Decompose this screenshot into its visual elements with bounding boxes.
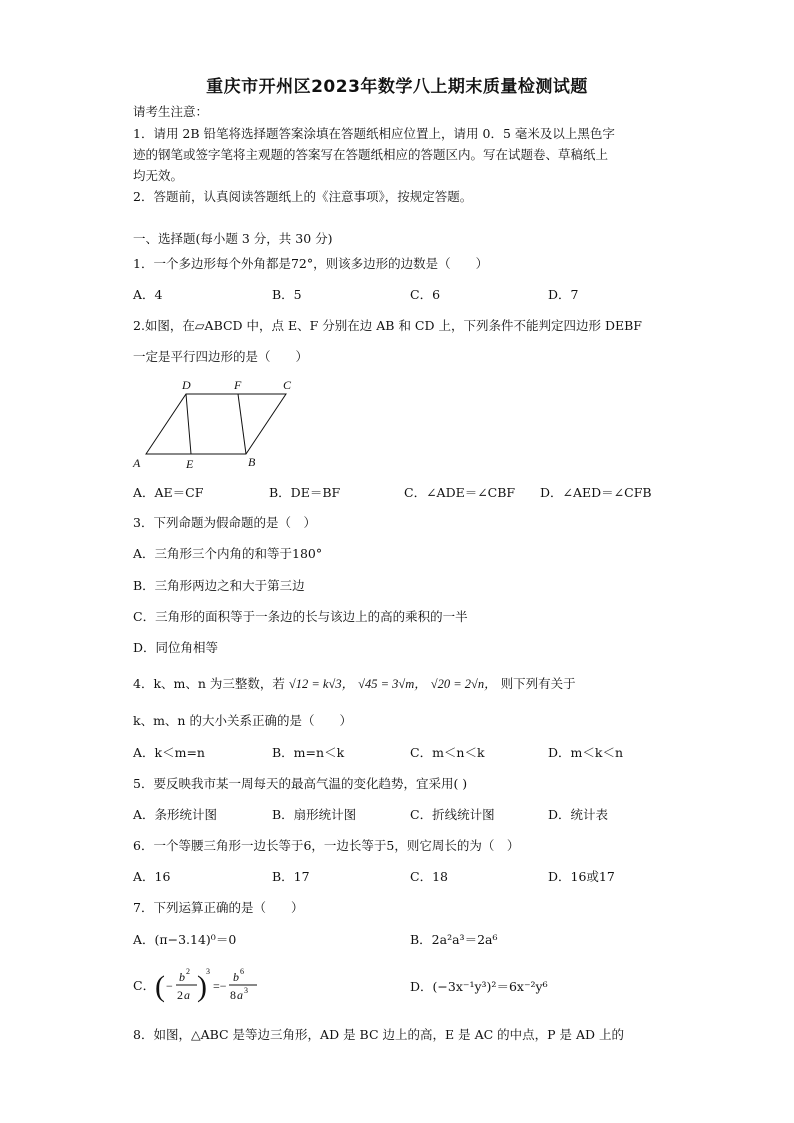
notice-line: 均无效。 — [133, 168, 184, 183]
q6-option-c: C．18 — [410, 869, 448, 884]
q2-option-d: D．∠AED＝∠CFB — [540, 485, 652, 500]
label-c: C — [283, 378, 292, 392]
svg-text:−: − — [166, 979, 173, 993]
q7-option-a: A．(π−3.14)⁰＝0 — [133, 932, 237, 947]
q3-option-b: B．三角形两边之和大于第三边 — [133, 578, 305, 593]
question-2-stem: 一定是平行四边形的是（ ） — [133, 349, 309, 364]
q1-option-b: B．5 — [272, 287, 302, 302]
page-title: 重庆市开州区2023年数学八上期末质量检测试题 — [206, 77, 588, 97]
q5-option-d: D．统计表 — [548, 807, 609, 822]
q6-option-d: D．16或17 — [548, 869, 615, 884]
svg-text:8: 8 — [230, 988, 236, 1002]
q3-option-d: D．同位角相等 — [133, 640, 219, 655]
question-8-stem: 8．如图，△ABC 是等边三角形，AD 是 BC 边上的高，E 是 AC 的中点，P 是 AD 上的 — [133, 1027, 625, 1042]
q1-option-d: D．7 — [548, 287, 579, 302]
q4-eq1: √12 = k√3， — [288, 677, 355, 691]
q4-eq3: √20 = 2√n， — [430, 677, 497, 691]
svg-text:2: 2 — [177, 988, 183, 1002]
q1-option-c: C．6 — [410, 287, 441, 302]
svg-text:=−: =− — [213, 979, 227, 993]
question-2-stem: 2.如图，在▱ABCD 中，点 E、F 分别在边 AB 和 CD 上，下列条件不能判定四边形 DEBF — [133, 318, 642, 333]
svg-text:3: 3 — [206, 967, 210, 976]
svg-text:C．: C． — [133, 978, 156, 993]
q3-option-c: C．三角形的面积等于一条边的长与该边上的高的乘积的一半 — [133, 609, 468, 624]
svg-text:6: 6 — [240, 967, 244, 976]
q6-option-a: A．16 — [133, 869, 171, 884]
q5-option-c: C．折线统计图 — [410, 807, 495, 822]
notice-line: 迹的钢笔或签字笔将主观题的答案写在答题纸相应的答题区内。写在试题卷、草稿纸上 — [133, 147, 609, 162]
q4-option-c: C．m＜n＜k — [410, 745, 485, 760]
section-heading: 一、选择题(每小题 3 分，共 30 分) — [133, 231, 333, 246]
svg-text:b: b — [233, 970, 239, 984]
q7-option-c-formula — [133, 960, 283, 1010]
notice-heading: 请考生注意： — [133, 104, 209, 119]
label-e: E — [186, 457, 194, 471]
q1-option-a: A．4 — [133, 287, 163, 302]
q2-option-c: C．∠ADE＝∠CBF — [404, 485, 516, 500]
label-f: F — [234, 378, 242, 392]
q4-option-b: B．m=n＜k — [272, 745, 345, 760]
q4-eq2: √45 = 3√m， — [358, 677, 427, 691]
svg-text:(: ( — [155, 970, 165, 1003]
q2-option-a: A．AE＝CF — [133, 485, 204, 500]
q4-option-d: D．m＜k＜n — [548, 745, 624, 760]
svg-text:a: a — [184, 988, 190, 1002]
q7-option-d: D．(−3x⁻¹y³)²＝6x⁻²y⁶ — [410, 979, 548, 994]
svg-text:2: 2 — [186, 967, 190, 976]
q5-option-b: B．扇形统计图 — [272, 807, 357, 822]
q6-option-b: B．17 — [272, 869, 310, 884]
notice-line: 2．答题前，认真阅读答题纸上的《注意事项》，按规定答题。 — [133, 189, 473, 204]
q5-option-a: A．条形统计图 — [133, 807, 218, 822]
question-4-stem: k、m、n 的大小关系正确的是（ ） — [133, 713, 352, 728]
q4-stem-text: 4．k、m、n 为三整数，若 — [133, 676, 285, 691]
q3-option-a: A．三角形三个内角的和等于180° — [133, 546, 323, 561]
question-4-stem — [133, 676, 576, 692]
question-7-stem: 7．下列运算正确的是（ ） — [133, 900, 304, 915]
label-a: A — [133, 456, 141, 470]
question-1-stem: 1．一个多边形每个外角都是72°，则该多边形的边数是（ ） — [133, 256, 489, 271]
q4-option-a: A．k＜m=n — [133, 745, 205, 760]
svg-text:3: 3 — [244, 986, 248, 995]
svg-text:a: a — [237, 988, 243, 1002]
question-5-stem: 5．要反映我市某一周每天的最高气温的变化趋势，宜采用( ) — [133, 776, 468, 791]
q7-option-b: B．2a²a³＝2a⁶ — [410, 932, 498, 947]
q4-stem-tail: 则下列有关于 — [500, 676, 576, 691]
question-6-stem: 6．一个等腰三角形一边长等于6，一边长等于5，则它周长的为（ ） — [133, 838, 520, 853]
svg-text:b: b — [179, 970, 185, 984]
svg-text:): ) — [197, 970, 207, 1003]
label-b: B — [248, 455, 256, 469]
q7-option-c — [133, 960, 283, 1010]
q2-option-b: B．DE＝BF — [269, 485, 341, 500]
label-d: D — [182, 378, 191, 392]
parallelogram-figure — [130, 374, 305, 474]
question-3-stem: 3．下列命题为假命题的是（ ） — [133, 515, 316, 530]
notice-line: 1．请用 2B 铅笔将选择题答案涂填在答题纸相应位置上，请用 0．5 毫米及以上黑色字 — [133, 126, 615, 141]
